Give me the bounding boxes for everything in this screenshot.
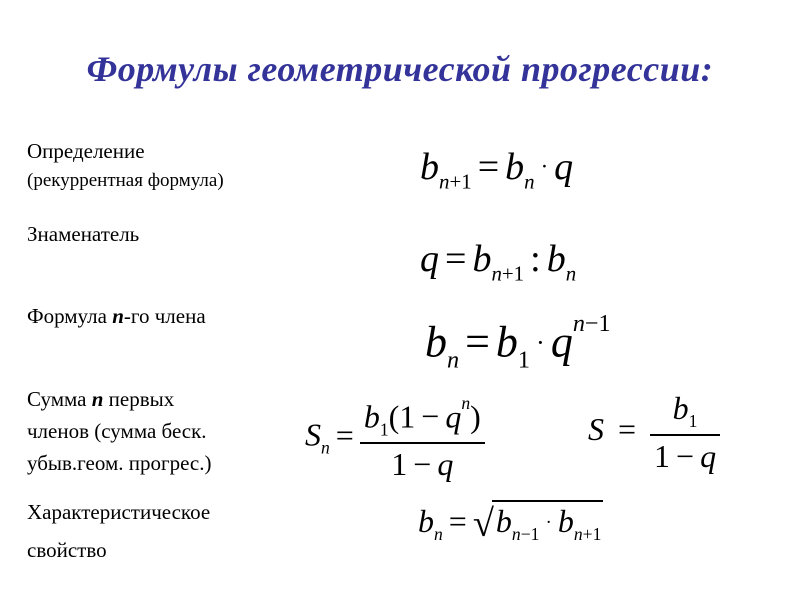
label-sum — [27, 383, 212, 479]
label-sum-line3: убыв.геом. прогрес.) — [27, 451, 212, 475]
formula-property: $b_n = √b_{n-1}\cdot b_{n+1}$ — [418, 500, 603, 546]
label-nth-term-var: n — [112, 304, 124, 328]
label-ratio: Знаменатель — [27, 222, 140, 246]
label-definition — [27, 136, 224, 196]
formula-nth-term: $b_n = b_1\cdot q^{n-1}$ — [425, 310, 611, 374]
label-sum-line1-after: первых — [103, 387, 175, 411]
formula-sum-infinite: S = $\frac{b_1}{1 - q}$ — [588, 390, 720, 475]
label-nth-term-after: -го члена — [123, 304, 206, 328]
label-property-line2: свойство — [27, 538, 107, 562]
page-title: Формулы геометрической прогрессии: — [86, 49, 714, 89]
label-sum-line1-var: n — [91, 387, 104, 411]
formula-ratio: $q = b_{n+1}$ : $b_n$ — [420, 238, 577, 286]
label-sum-line2: членов (сумма беск. — [27, 419, 207, 443]
label-sum-line1-before: Сумма — [27, 387, 92, 411]
label-definition-sub: (рекуррентная формула) — [27, 170, 224, 191]
label-property — [27, 493, 210, 569]
label-sum-line1 — [27, 383, 212, 415]
formula-definition: $b_{n+1} = b_n\cdot q$ — [420, 146, 574, 194]
label-nth-term-before: Формула — [27, 304, 113, 328]
sqrt-icon: √ — [472, 503, 494, 545]
label-property-line1: Характеристическое — [27, 500, 211, 524]
label-definition-main: Определение — [27, 139, 145, 163]
sum-infinite-fraction: $\frac{b_1}{1 - q}$ — [650, 390, 720, 475]
sum-finite-fraction: $\frac{b_1(1 - q^n)}{1 - q}$ — [360, 393, 485, 483]
label-nth-term — [27, 301, 206, 331]
formula-sum-finite: $S_n$ = $\frac{b_1(1 - q^n)}{1 - q}$ — [305, 393, 485, 483]
